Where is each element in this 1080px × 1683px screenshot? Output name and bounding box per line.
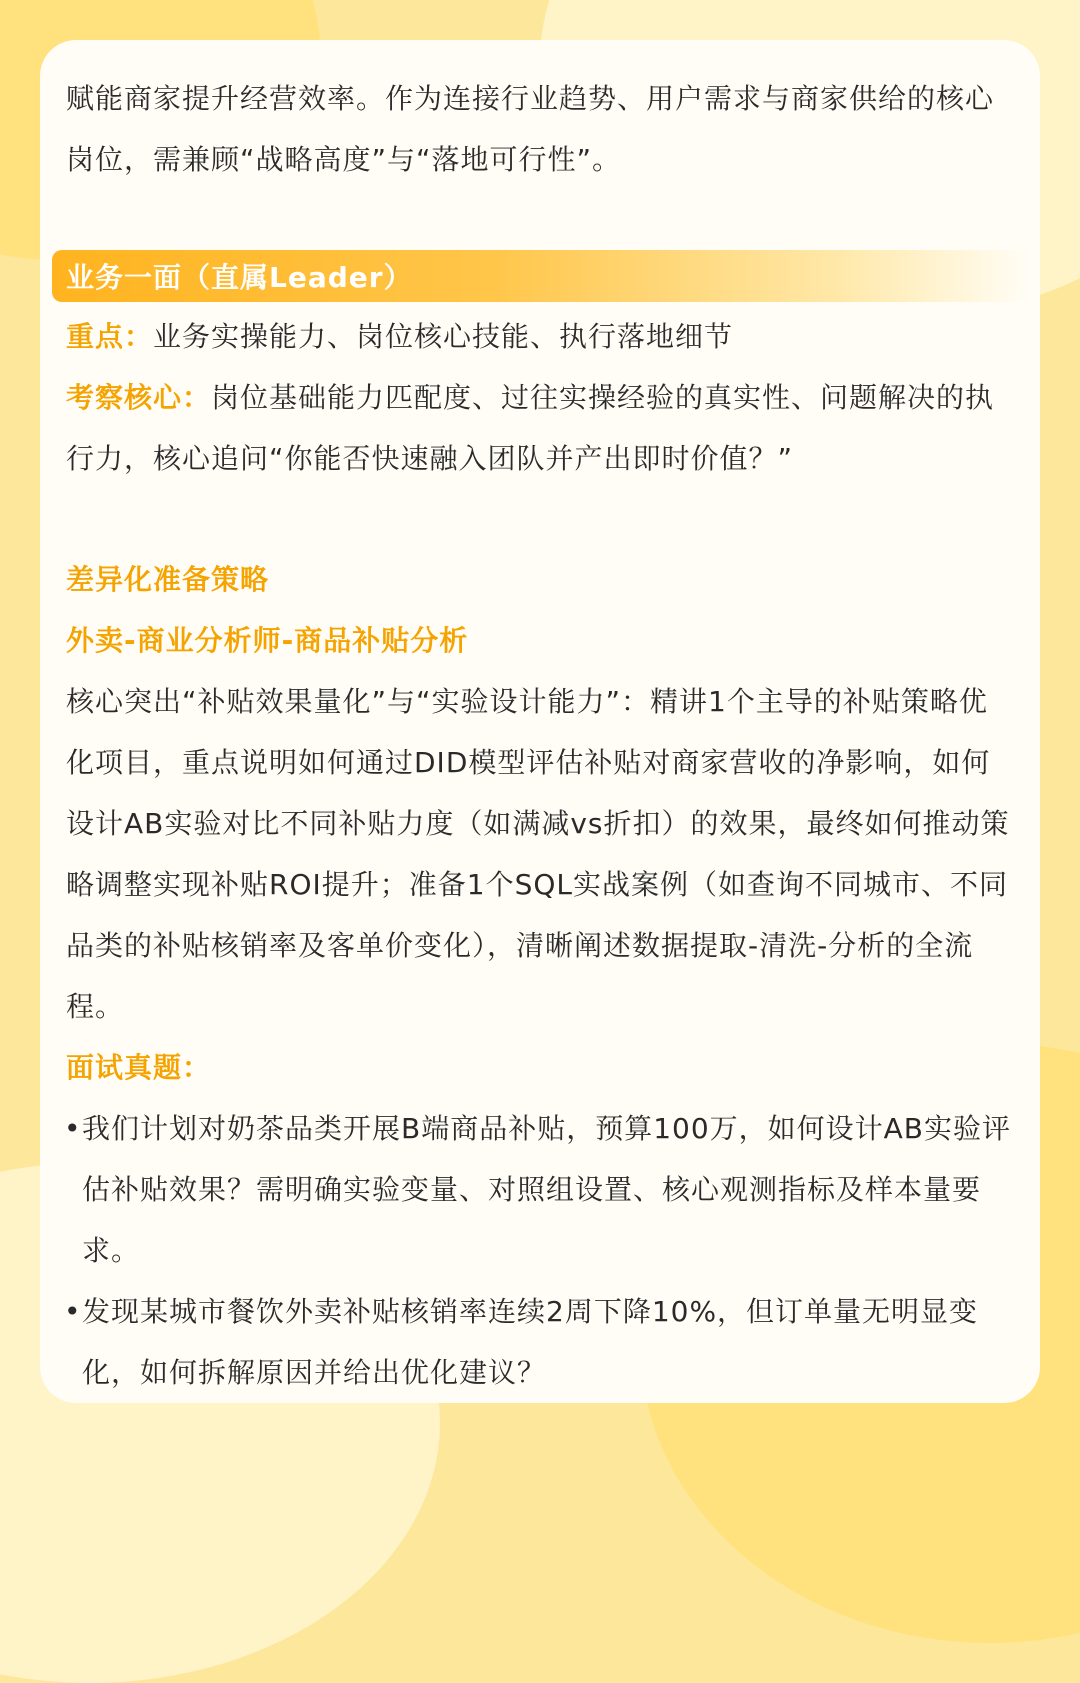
bullet-icon: • [64, 1112, 82, 1145]
bullet-icon: • [64, 1295, 82, 1328]
question-text: 发现某城市餐饮外卖补贴核销率连续2周下降10%，但订单量无明显变化，如何拆解原因并给出优化建议？ [82, 1295, 979, 1389]
strategy-heading: 差异化准备策略 [66, 563, 270, 596]
section-header-bar [52, 250, 1032, 302]
spacer [66, 489, 1014, 549]
strategy-paragraph: 核心突出“补贴效果量化”与“实验设计能力”：精讲1个主导的补贴策略优化项目，重点说明如何通过DID模型评估补贴对商家营收的净影响，如何设计AB实验对比不同补贴力度（如满减vs折扣）的效果，最终如何推动策略调整实现补贴ROI提升；准备1个SQL实战案例（如查询不同城市、不同品类的补贴核销率及客单价变化），清晰阐述数据提取-清洗-分析的全流程。 [66, 685, 1010, 1023]
section-title: 业务一面（直属Leader） [66, 261, 413, 294]
content-card [40, 40, 1040, 1403]
intro-paragraph: 赋能商家提升经营效率。作为连接行业趋势、用户需求与商家供给的核心岗位，需兼顾“战略高度”与“落地可行性”。 [66, 82, 995, 176]
focus-text: 业务实操能力、岗位核心技能、执行落地细节 [153, 320, 734, 353]
list-item [66, 1098, 1014, 1281]
focus-label: 重点： [66, 320, 154, 353]
core-line [66, 367, 1014, 489]
interview-heading: 面试真题： [66, 1051, 212, 1084]
question-list [66, 1098, 1014, 1403]
strategy-role: 外卖-商业分析师-商品补贴分析 [66, 624, 469, 657]
spacer [66, 190, 1014, 250]
question-text: 我们计划对奶茶品类开展B端商品补贴，预算100万，如何设计AB实验评估补贴效果？需明确实验变量、对照组设置、核心观测指标及样本量要求。 [82, 1112, 1012, 1267]
focus-line [66, 306, 1014, 367]
core-text: 岗位基础能力匹配度、过往实操经验的真实性、问题解决的执行力，核心追问“你能否快速融入团队并产出即时价值？” [66, 381, 995, 475]
core-label: 考察核心： [66, 381, 212, 414]
list-item [66, 1281, 1014, 1403]
